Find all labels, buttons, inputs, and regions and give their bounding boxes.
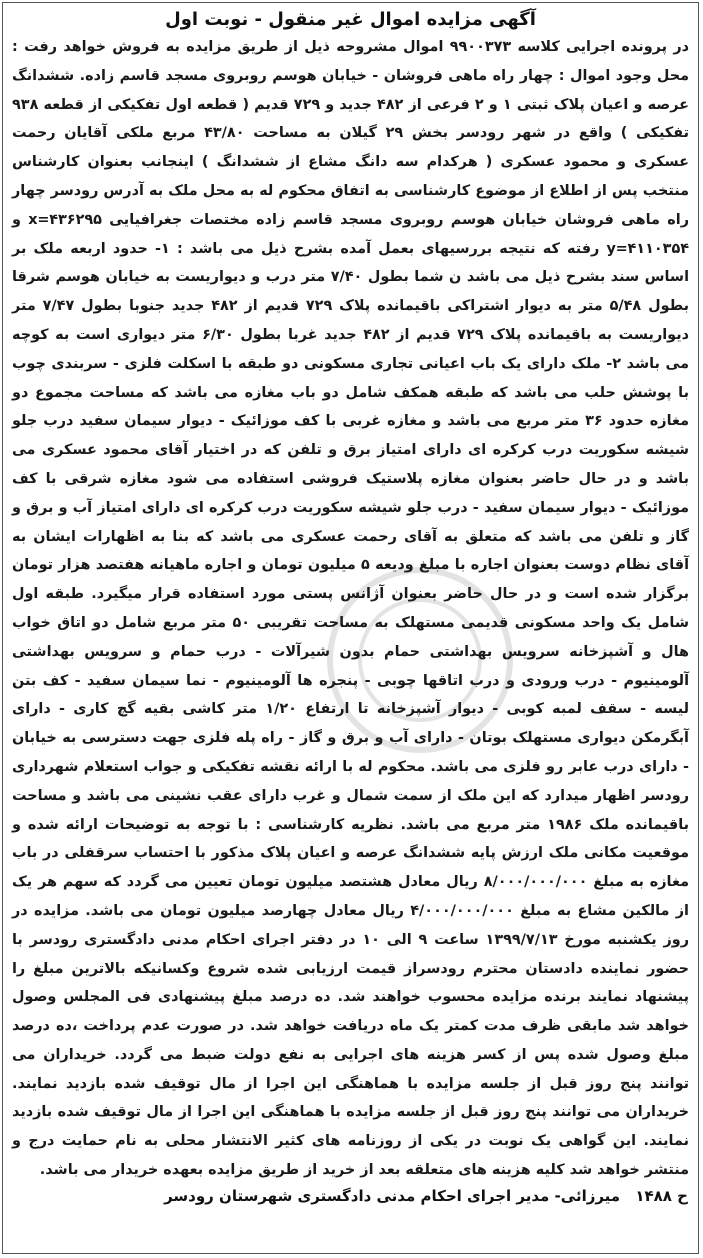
- notice-signature: میرزائی- مدیر اجرای احکام مدنی دادگستری شهرستان رودسر: [164, 1186, 621, 1205]
- notice-frame: [2, 2, 699, 1254]
- notice-code: ح ۱۴۸۸: [635, 1186, 688, 1205]
- notice-footer: [3, 1187, 698, 1205]
- notice-body: در پرونده اجرایی کلاسه ۹۹۰۰۳۷۳ اموال مشروحه ذیل از طریق مزایده به فروش خواهد رفت : محل وجود اموال : چهار راه ماهی فروشان - خیابان هوسم روبروی مسجد قاسم زاده. ششدانگ عرصه و اعیان پلاک ثبتی ۱ و ۲ فرعی از ۴۸۲ جدید و ۷۲۹ قدیم ( قطعه اول تفکیکی از قطعه ۹۳۸ تفکیکی ) واقع در شهر رودسر بخش ۲۹ گیلان به مساحت ۴۳/۸۰ مربع ملکی آقایان رحمت عسکری و محمود عسکری ( هرکدام سه دانگ مشاع از ششدانگ ) اینجانب بعنوان کارشناس منتخب پس از اطلاع از موضوع کارشناسی به اتفاق محکوم له به محل ملک به آدرس رودسر چهار راه ماهی فروشان خیابان هوسم روبروی مسجد قاسم زاده مختصات جغرافیایی x=۴۳۶۲۹۵ و y=۴۱۱۰۳۵۴ رفته که نتیجه بررسیهای بعمل آمده بشرح ذیل می باشد : ۱- حدود اربعه ملک بر اساس سند بشرح ذیل می باشد ن شما بطول ۷/۴۰ متر درب و دیواریست به خیابان هوسم شرقا بطول ۵/۴۸ متر به دیوار اشتراکی باقیمانده پلاک ۷۲۹ قدیم از ۴۸۲ جدید جنوبا بطول ۷/۴۷ متر دیواریست به باقیمانده پلاک ۷۲۹ قدیم از ۴۸۲ جدید غربا بطول ۶/۳۰ متر دیواری است به کوچه می باشد ۲- ملک دارای یک باب اعیانی تجاری مسکونی دو طبقه با اسکلت فلزی - سربندی چوب با پوشش حلب می باشد که طبقه همکف شامل دو باب مغازه می باشد که مساحت مجموع دو مغازه حدود ۳۶ متر مربع می باشد و مغازه غربی با کف موزائیک - دیوار سیمان سفید درب جلو شیشه سکوریت درب کرکره ای دارای امتیاز برق و تلفن که در اختیار آقای محمود عسکری می باشد و در حال حاضر بعنوان مغازه پلاستیک فروشی استفاده می شود مغازه شرقی با کف موزائیک - دیوار سیمان سفید - درب جلو شیشه سکوریت درب کرکره ای دارای امتیاز آب و برق و گاز و تلفن می باشد که متعلق به آقای رحمت عسکری می باشد که بنا به اظهارات ایشان به آقای نظام دوست بعنوان اجاره با مبلغ ودیعه ۵ میلیون تومان و اجاره ماهیانه هفتصد هزار تومان برگزار شده است و در حال حاضر بعنوان آژانس پستی مورد استفاده قرار میگیرد. طبقه اول شامل یک واحد مسکونی قدیمی مستهلک به مساحت تقریبی ۵۰ متر مربع شامل دو اتاق خواب هال و آشپزخانه سرویس بهداشتی حمام بدون شیرآلات - درب حمام و سرویس بهداشتی آلومینیوم - درب ورودی و درب اتاقها چوبی - پنجره ها آلومینیوم - نما سیمان سفید - کف بتن لیسه - سقف لمبه کوبی - دیوار آشپزخانه تا ارتفاع ۱/۲۰ متر کاشی بقیه گچ کاری - دارای آبگرمکن دیواری مستهلک بوتان - دارای آب و برق و گاز - راه پله فلزی جهت دسترسی به خیابان - دارای درب عابر رو فلزی می باشد. محکوم له با ارائه نقشه تفکیکی و جواب استعلام شهرداری رودسر اظهار میدارد که این ملک از سمت شمال و غرب دارای عقب نشینی می باشد و مساحت باقیمانده ملک ۱۹۸۶ متر مربع می باشد. نظریه کارشناسی : با توجه به توضیحات ارائه شده و موقعیت مکانی ملک ارزش پایه ششدانگ عرصه و اعیان پلاک مذکور با احتساب سرقفلی در باب مغازه به مبلغ ۸/۰۰۰/۰۰۰/۰۰۰ ریال معادل هشتصد میلیون تومان تعیین می گردد که سهم هر یک از مالکین مشاع به مبلغ ۴/۰۰۰/۰۰۰/۰۰۰ ریال معادل چهارصد میلیون تومان می باشد. مزایده در روز یکشنبه مورخ ۱۳۹۹/۷/۱۳ ساعت ۹ الی ۱۰ در دفتر اجرای احکام مدنی دادگستری رودسر با حضور نماینده دادستان محترم رودسراز قیمت ارزیابی شده شروع وکسانیکه بالاترین مبلغ را پیشنهاد نمایند برنده مزایده محسوب خواهند شد. ده درصد مبلغ پیشنهادی فی المجلس وصول خواهد شد مابقی ظرف مدت کمتر یک ماه دریافت خواهد شد. در صورت عدم پرداخت ،ده درصد مبلغ وصول شده پس از کسر هزینه های اجرایی به نفع دولت ضبط می گردد. خریداران می توانند پنج روز قبل از جلسه مزایده با هماهنگی این اجرا از مال توقیف شده بازدید نمایند. خریداران می توانند پنج روز قبل از جلسه مزایده با هماهنگی این اجرا از مال توقیف شده بازدید نمایند. این گواهی یک نوبت در یکی از روزنامه های کثیر الانتشار محلی به نام حمایت درج و منتشر خواهد شد کلیه هزینه های متعلقه بعد از خرید از طریق مزایده بعهده خریدار می باشد.: [12, 39, 690, 1179]
- notice-title: آگهی مزایده اموال غیر منقول - نوبت اول: [165, 9, 536, 30]
